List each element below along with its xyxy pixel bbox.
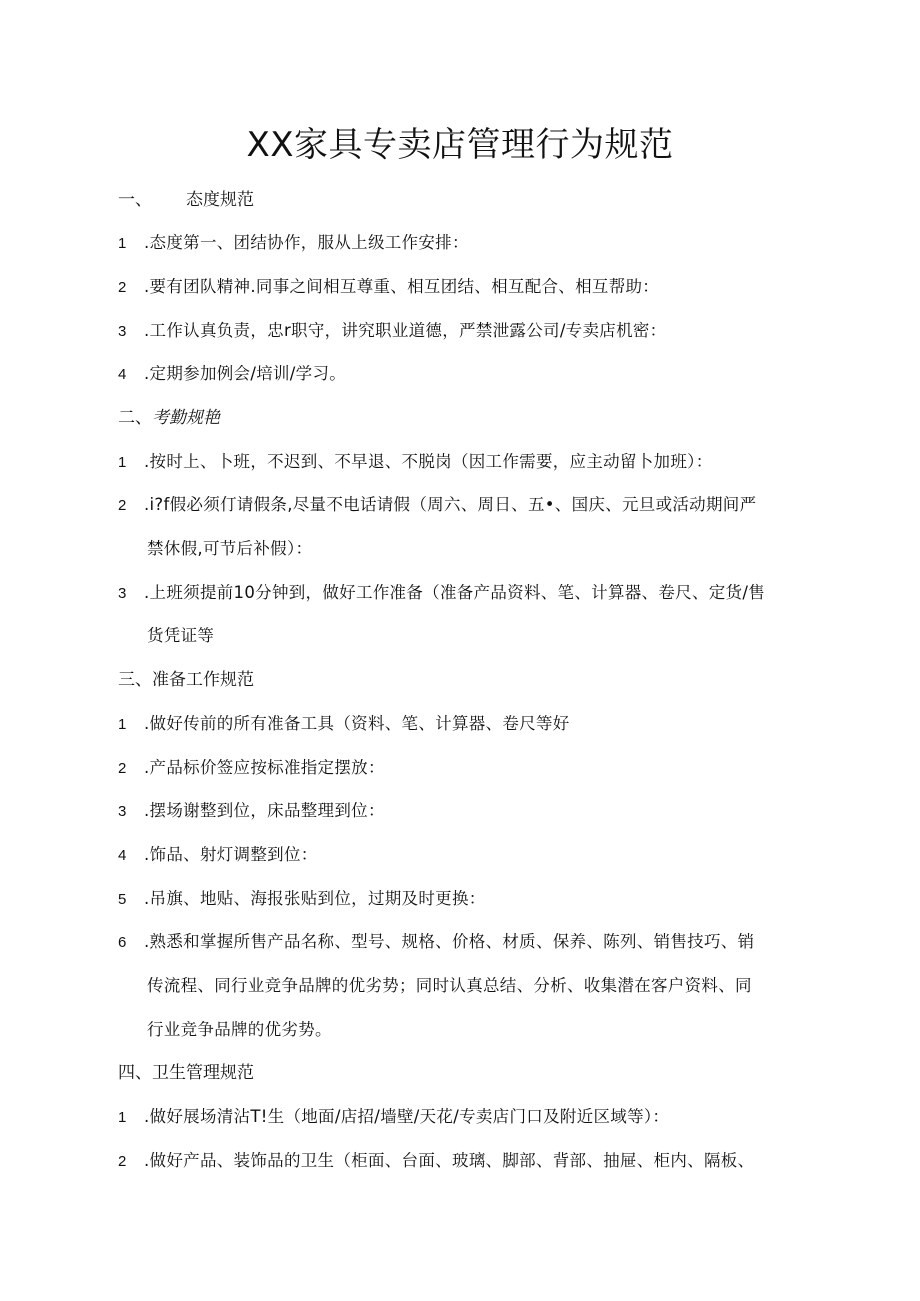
item-number: 6	[118, 934, 127, 951]
list-item	[118, 755, 818, 782]
item-text: .熟悉和掌握所售产品名称、型号、规格、价格、材质、保养、陈列、销售技巧、销	[144, 932, 755, 951]
section-number: 四、	[118, 1063, 152, 1083]
item-number: 2	[118, 1153, 127, 1170]
item-number: 4	[118, 847, 127, 864]
list-item	[118, 842, 818, 869]
list-item	[118, 449, 818, 476]
item-text: .工作认真负责，忠r职守，讲究职业道德，严禁泄露公司/专卖店机密：	[144, 321, 667, 340]
section-heading-1	[118, 187, 254, 213]
section-heading-2	[118, 405, 220, 431]
item-number: 3	[118, 323, 127, 340]
item-number: 1	[118, 716, 127, 733]
section-title: 态度规范	[186, 190, 254, 210]
list-item	[118, 361, 818, 388]
item-number: 2	[118, 497, 127, 514]
item-continuation: 传流程、同行业竞争品牌的优劣势；同时认真总结、分析、收集潜在客户资料、同	[147, 976, 752, 995]
item-number: 2	[118, 760, 127, 777]
item-text: .做好传前的所有准备工具（资料、笔、计算器、卷尺等好	[144, 714, 570, 733]
item-text: .吊旗、地贴、海报张贴到位，过期及时更换：	[144, 889, 486, 908]
list-item	[118, 492, 818, 519]
list-item	[118, 886, 818, 913]
section-number: 一、	[118, 190, 152, 210]
item-number: 2	[118, 279, 127, 296]
list-item	[118, 798, 818, 825]
list-item	[118, 929, 818, 956]
item-text: .摆场谢整到位，床品整理到位：	[144, 801, 385, 820]
list-item	[118, 1148, 818, 1175]
list-item	[118, 318, 818, 345]
item-text: .上班须提前10分钟到，做好工作准备（准备产品资料、笔、计算器、卷尺、定货/售	[144, 583, 765, 602]
item-text: .按时上、卜班，不迟到、不早退、不脱岗（因工作需要，应主动留卜加班）：	[144, 452, 713, 471]
item-text: .i?f假必须仃请假条,尽量不电话请假（周六、周日、五•、国庆、元旦或活动期间严	[144, 495, 757, 514]
item-number: 5	[118, 891, 127, 908]
item-text: .态度第一、团结协作，服从上级工作安排：	[144, 233, 469, 252]
list-item	[118, 274, 818, 301]
list-item	[118, 1104, 818, 1131]
item-continuation: 禁休假,可节后补假）：	[147, 539, 313, 558]
item-text: .做好产品、装饰品的卫生（柜面、台面、玻璃、脚部、背部、抽屉、柜内、隔板、	[144, 1151, 755, 1170]
item-number: 3	[118, 803, 127, 820]
item-number: 1	[118, 235, 127, 252]
item-text: .饰品、射灯调整到位：	[144, 845, 318, 864]
section-number: 三、	[118, 670, 152, 690]
section-title: 准备工作规范	[152, 670, 254, 690]
item-text: .定期参加例会/培训/学习。	[144, 364, 347, 383]
item-text: .做好展场清沾T!生（地面/店招/墙壁/天花/专卖店门口及附近区域等）：	[144, 1107, 670, 1126]
item-number: 1	[118, 1109, 127, 1126]
item-continuation: 货凭证等	[147, 626, 215, 645]
item-number: 1	[118, 454, 127, 471]
section-heading-4	[118, 1060, 254, 1086]
list-item	[118, 580, 818, 607]
document-title: XX家具专卖店管理行为规范	[246, 125, 674, 165]
list-item	[118, 711, 818, 738]
section-number: 二、	[118, 408, 152, 428]
item-number: 4	[118, 366, 127, 383]
section-heading-3	[118, 667, 254, 693]
section-title: 卫生管理规范	[152, 1063, 254, 1083]
section-title: 考勤规艳	[152, 408, 220, 428]
item-text: .产品标价签应按标准指定摆放：	[144, 758, 385, 777]
list-item	[118, 230, 818, 257]
item-number: 3	[118, 585, 127, 602]
item-text: .要有团队精神.同事之间相互尊重、相互团结、相互配合、相互帮助：	[144, 277, 660, 296]
item-continuation: 行业竞争品牌的优劣势。	[147, 1020, 332, 1039]
